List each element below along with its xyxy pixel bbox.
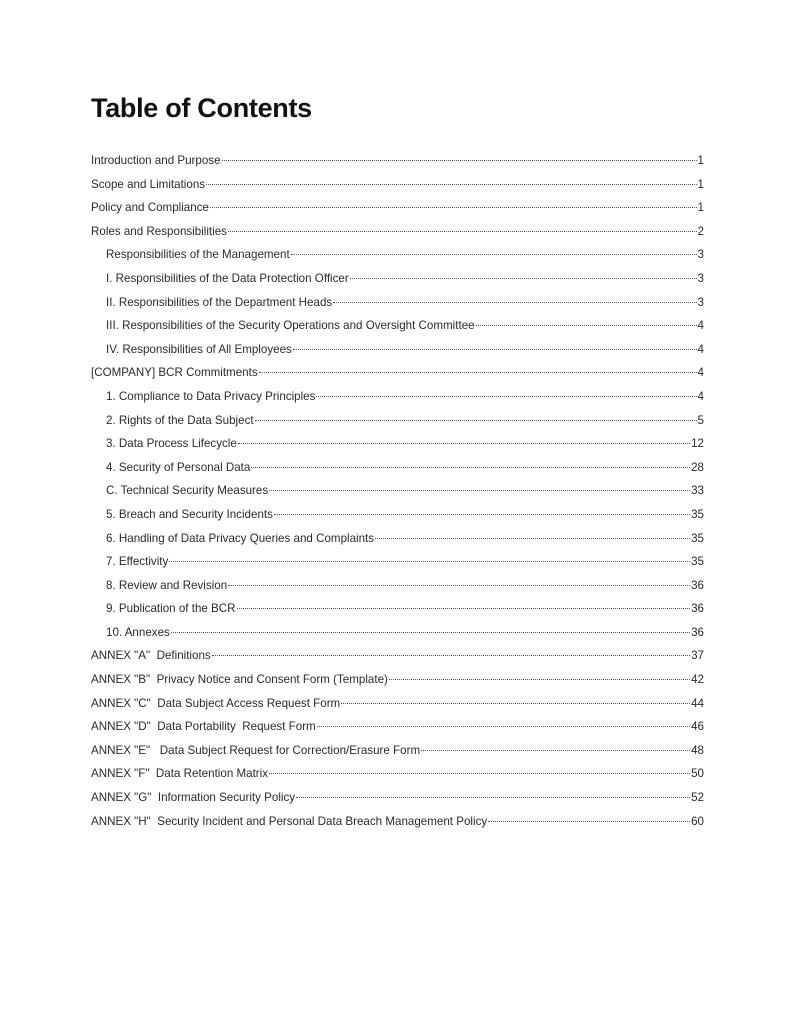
toc-entry-page-number: 33 bbox=[691, 484, 704, 498]
toc-entry[interactable] bbox=[91, 385, 704, 409]
dot-leader bbox=[421, 750, 690, 751]
toc-entry-label: Responsibilities of the Management bbox=[106, 248, 290, 262]
dot-leader bbox=[274, 514, 690, 515]
toc-entry-page-number: 36 bbox=[691, 578, 704, 592]
dot-leader bbox=[291, 254, 697, 255]
dot-leader bbox=[237, 608, 691, 609]
dot-leader bbox=[212, 655, 690, 656]
dot-leader bbox=[210, 207, 697, 208]
toc-entry[interactable] bbox=[91, 291, 704, 315]
toc-entry[interactable] bbox=[91, 668, 704, 692]
toc-entry-label: ANNEX "C" Data Subject Access Request Form bbox=[91, 696, 341, 710]
toc-entry[interactable] bbox=[91, 621, 704, 645]
toc-entry[interactable] bbox=[91, 338, 704, 362]
toc-entry-page-number: 4 bbox=[697, 389, 704, 403]
toc-entry[interactable] bbox=[91, 550, 704, 574]
toc-entry[interactable] bbox=[91, 196, 704, 220]
toc-entry[interactable] bbox=[91, 243, 704, 267]
toc-entry-label: ANNEX "E" Data Subject Request for Correction/Erasure Form bbox=[91, 743, 421, 757]
dot-leader bbox=[488, 821, 690, 822]
toc-entry[interactable] bbox=[91, 597, 704, 621]
toc-entry-page-number: 42 bbox=[691, 673, 704, 687]
toc-entry-page-number: 5 bbox=[697, 413, 704, 427]
toc-entry-page-number: 35 bbox=[691, 555, 704, 569]
toc-entry[interactable] bbox=[91, 574, 704, 598]
dot-leader bbox=[169, 561, 690, 562]
toc-entry[interactable] bbox=[91, 715, 704, 739]
dot-leader bbox=[350, 278, 697, 279]
toc-entry-label: [COMPANY] BCR Commitments bbox=[91, 366, 258, 380]
toc-entry-page-number: 12 bbox=[691, 437, 704, 451]
dot-leader bbox=[375, 538, 690, 539]
dot-leader bbox=[341, 703, 690, 704]
toc-entry-label: II. Responsibilities of the Department Heads bbox=[106, 295, 333, 309]
toc-entry[interactable] bbox=[91, 810, 704, 834]
toc-entry-label: 5. Breach and Security Incidents bbox=[106, 507, 273, 521]
toc-entry[interactable] bbox=[91, 149, 704, 173]
toc-entry-page-number: 1 bbox=[697, 177, 704, 191]
dot-leader bbox=[317, 726, 690, 727]
toc-entry-label: III. Responsibilities of the Security Operations and Oversight Committee bbox=[106, 319, 475, 333]
toc-entry-label: 9. Publication of the BCR bbox=[106, 602, 236, 616]
toc-entry-label: ANNEX "B" Privacy Notice and Consent Form (Template) bbox=[91, 673, 388, 687]
toc-entry-page-number: 35 bbox=[691, 507, 704, 521]
toc-entry-label: 10. Annexes bbox=[106, 625, 170, 639]
toc-entry-page-number: 4 bbox=[697, 366, 704, 380]
toc-entry[interactable] bbox=[91, 479, 704, 503]
toc-entry[interactable] bbox=[91, 762, 704, 786]
toc-entry[interactable] bbox=[91, 456, 704, 480]
dot-leader bbox=[228, 585, 690, 586]
toc-entry-label: 1. Compliance to Data Privacy Principles bbox=[106, 389, 316, 403]
dot-leader bbox=[171, 632, 690, 633]
toc-entry-page-number: 4 bbox=[697, 342, 704, 356]
toc-entry-label: 2. Rights of the Data Subject bbox=[106, 413, 254, 427]
toc-entry[interactable] bbox=[91, 739, 704, 763]
dot-leader bbox=[333, 302, 696, 303]
toc-entry-label: ANNEX "H" Security Incident and Personal Data Breach Management Policy bbox=[91, 814, 488, 828]
toc-entry-page-number: 4 bbox=[697, 319, 704, 333]
toc-entry[interactable] bbox=[91, 692, 704, 716]
toc-entry-page-number: 37 bbox=[691, 649, 704, 663]
page-title: Table of Contents bbox=[91, 93, 312, 123]
toc-entry[interactable] bbox=[91, 409, 704, 433]
toc-entry-label: ANNEX "F" Data Retention Matrix bbox=[91, 767, 269, 781]
toc-entry-label: 4. Security of Personal Data bbox=[106, 460, 251, 474]
toc-entry-page-number: 36 bbox=[691, 602, 704, 616]
toc-entry-label: ANNEX "D" Data Portability Request Form bbox=[91, 720, 316, 734]
dot-leader bbox=[251, 467, 690, 468]
toc-entry[interactable] bbox=[91, 527, 704, 551]
toc-entry-page-number: 48 bbox=[691, 743, 704, 757]
toc-entry[interactable] bbox=[91, 432, 704, 456]
toc-entry-label: Scope and Limitations bbox=[91, 177, 206, 191]
toc-entry-page-number: 36 bbox=[691, 625, 704, 639]
dot-leader bbox=[389, 679, 690, 680]
toc-entry-label: Policy and Compliance bbox=[91, 201, 209, 215]
toc-entry-page-number: 3 bbox=[697, 248, 704, 262]
dot-leader bbox=[316, 396, 696, 397]
toc-entry-page-number: 1 bbox=[697, 154, 704, 167]
toc-entry-page-number: 50 bbox=[691, 767, 704, 781]
dot-leader bbox=[259, 372, 697, 373]
dot-leader bbox=[222, 160, 697, 161]
toc-entry-page-number: 28 bbox=[691, 460, 704, 474]
toc-entry-page-number: 3 bbox=[697, 271, 704, 285]
toc-entry-page-number: 2 bbox=[697, 224, 704, 238]
toc-entry-label: 7. Effectivity bbox=[106, 555, 169, 569]
dot-leader bbox=[255, 420, 697, 421]
toc-entry-page-number: 44 bbox=[691, 696, 704, 710]
toc-entry-page-number: 52 bbox=[691, 791, 704, 805]
dot-leader bbox=[293, 349, 697, 350]
toc-entry[interactable] bbox=[91, 361, 704, 385]
toc-entry-page-number: 60 bbox=[691, 814, 704, 828]
dot-leader bbox=[476, 325, 697, 326]
toc-entry-label: I. Responsibilities of the Data Protection Officer bbox=[106, 271, 349, 285]
toc-entry-label: C. Technical Security Measures bbox=[106, 484, 269, 498]
toc-entry-label: IV. Responsibilities of All Employees bbox=[106, 342, 292, 356]
dot-leader bbox=[228, 231, 697, 232]
toc-entry-label: ANNEX "G" Information Security Policy bbox=[91, 791, 296, 805]
toc-entry-label: Roles and Responsibilities bbox=[91, 224, 227, 238]
toc-entry-label: ANNEX "A" Definitions bbox=[91, 649, 211, 663]
toc-entry[interactable] bbox=[91, 503, 704, 527]
toc-entry-page-number: 35 bbox=[691, 531, 704, 545]
dot-leader bbox=[269, 773, 690, 774]
dot-leader bbox=[206, 184, 696, 185]
dot-leader bbox=[269, 490, 690, 491]
toc-entry-page-number: 46 bbox=[691, 720, 704, 734]
toc-entry-label: 8. Review and Revision bbox=[106, 578, 228, 592]
toc-entry-label: 3. Data Process Lifecycle bbox=[106, 437, 237, 451]
toc-entry-label: Introduction and Purpose bbox=[91, 154, 221, 167]
dot-leader bbox=[238, 443, 690, 444]
toc-entry[interactable] bbox=[91, 173, 704, 197]
toc-entry[interactable] bbox=[91, 786, 704, 810]
toc-entry[interactable] bbox=[91, 314, 704, 338]
toc-entry-page-number: 1 bbox=[697, 201, 704, 215]
dot-leader bbox=[296, 797, 690, 798]
toc-entry-label: 6. Handling of Data Privacy Queries and Complaints bbox=[106, 531, 375, 545]
toc-entry-page-number: 3 bbox=[697, 295, 704, 309]
toc-entry[interactable] bbox=[91, 220, 704, 244]
toc-entry[interactable] bbox=[91, 644, 704, 668]
toc-entry[interactable] bbox=[91, 267, 704, 291]
table-of-contents bbox=[91, 149, 704, 833]
